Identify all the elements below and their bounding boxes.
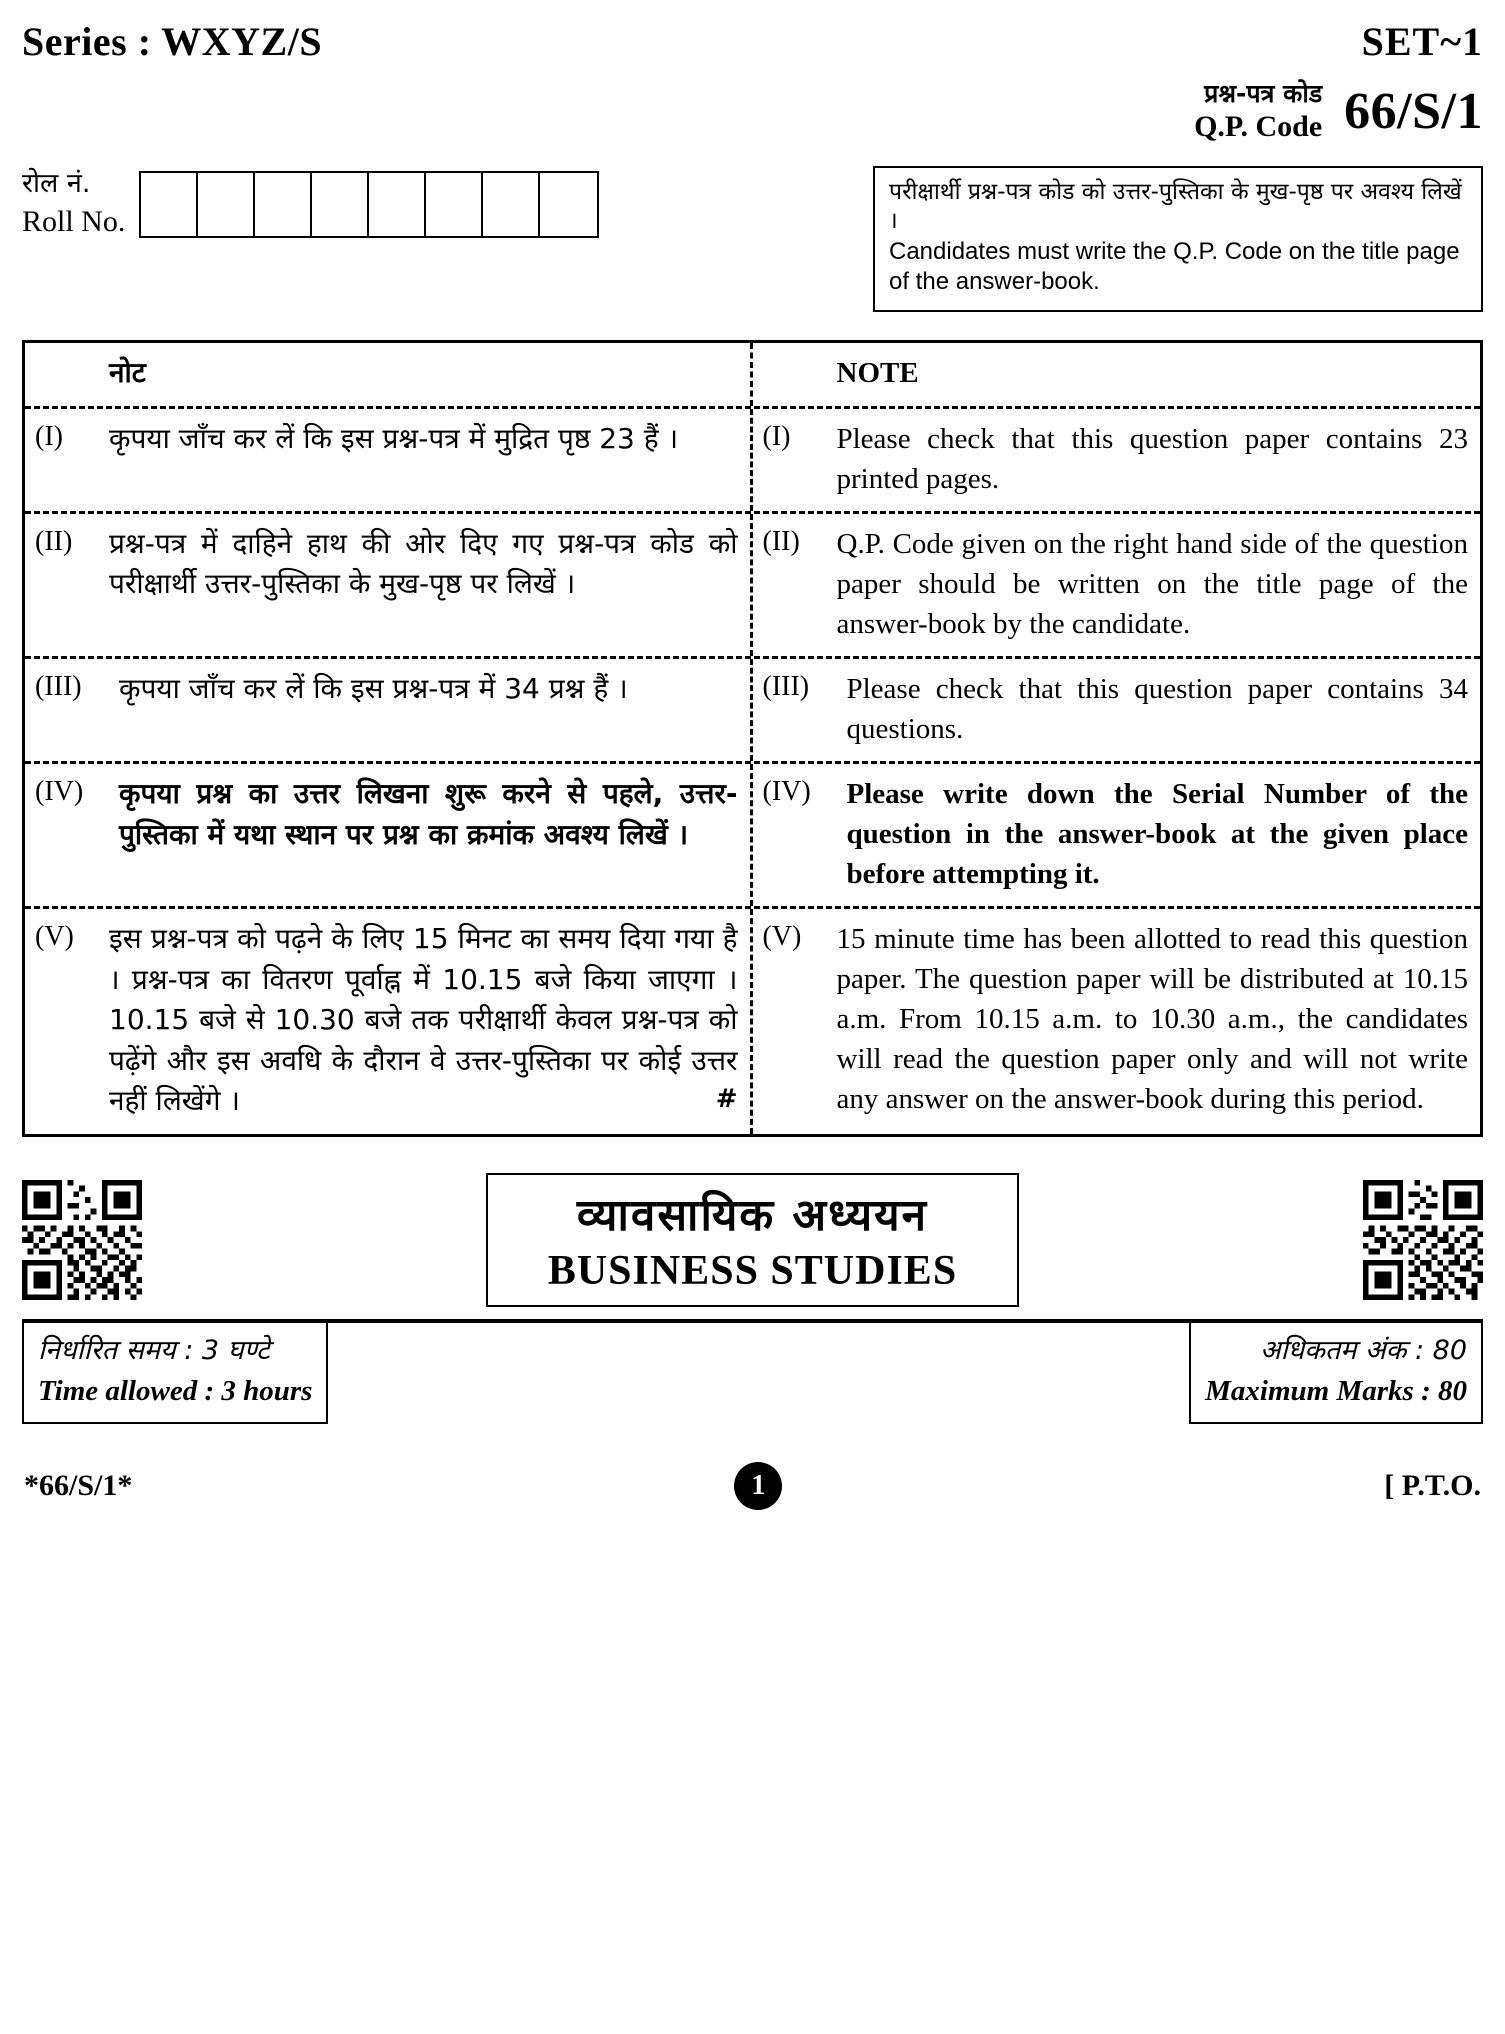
qp-code-label-english: Q.P. Code xyxy=(1194,109,1323,143)
qp-code-block xyxy=(14,65,1491,144)
roll-digit-cell[interactable] xyxy=(426,173,483,236)
note-english-cell xyxy=(753,409,1481,511)
note-row xyxy=(25,409,1480,514)
qp-code-label-hindi: प्रश्न-पत्र कोड xyxy=(1204,79,1323,108)
maximum-marks-box xyxy=(1189,1323,1483,1424)
note-text-english: Please check that this question paper contains 23 printed pages. xyxy=(836,422,1468,495)
candidate-instruction-hindi: परीक्षार्थी प्रश्न-पत्र कोड को उत्तर-पुस्तिका के मुख-पृष्ठ पर अवश्य लिखें । xyxy=(889,178,1462,235)
note-row xyxy=(25,764,1480,909)
note-number-hindi: (V) xyxy=(35,920,74,952)
subject-title-english: BUSINESS STUDIES xyxy=(547,1247,958,1294)
roll-digit-cell[interactable] xyxy=(540,173,597,236)
note-text-hindi: कृपया जाँच कर लें कि इस प्रश्न-पत्र में मुद्रित पृष्ठ 23 हैं । xyxy=(109,421,679,455)
note-text-english: Q.P. Code given on the right hand side of the question paper should be written on the title page of the answer-book by the candidate. xyxy=(836,527,1468,640)
roll-digit-cell[interactable] xyxy=(312,173,369,236)
roll-digit-cell[interactable] xyxy=(141,173,198,236)
note-row xyxy=(25,514,1480,659)
qr-code-right-icon xyxy=(1363,1180,1483,1300)
note-hindi-cell xyxy=(25,659,753,761)
note-number-hindi: (III) xyxy=(35,670,82,702)
maximum-marks-hindi: अधिकतम अंक : 80 xyxy=(1259,1334,1467,1366)
roll-digit-cell[interactable] xyxy=(483,173,540,236)
note-english-cell xyxy=(753,764,1481,906)
qp-code-labels xyxy=(1194,79,1322,144)
candidate-instruction-box xyxy=(873,166,1483,312)
note-number-english: (II) xyxy=(762,525,800,557)
time-allowed-hindi: निर्धारित समय : 3 घण्टे xyxy=(38,1334,270,1366)
roll-digit-cell[interactable] xyxy=(369,173,426,236)
note-english-cell xyxy=(753,514,1481,656)
qp-code-value: 66/S/1 xyxy=(1344,82,1483,140)
roll-number-labels xyxy=(22,166,125,243)
qr-code-left-icon xyxy=(22,1180,142,1300)
note-text-english: Please check that this question paper contains 34 questions. xyxy=(846,672,1468,745)
note-hindi-cell xyxy=(25,909,753,1134)
roll-digit-cell[interactable] xyxy=(198,173,255,236)
note-number-hindi: (IV) xyxy=(35,775,84,807)
maximum-marks-english: Maximum Marks : 80 xyxy=(1205,1375,1467,1408)
note-hindi-cell xyxy=(25,409,753,511)
time-allowed-box xyxy=(22,1323,328,1424)
set-number: SET~1 xyxy=(1361,19,1483,64)
subject-title-band xyxy=(22,1173,1483,1307)
note-header-num-spacer xyxy=(35,353,109,394)
note-row xyxy=(25,909,1480,1134)
page-footer xyxy=(24,1462,1481,1510)
hash-marker: # xyxy=(715,1084,738,1115)
note-number-hindi: (II) xyxy=(35,525,73,557)
footer-paper-code: *66/S/1* xyxy=(24,1469,133,1503)
note-text-hindi-wrap xyxy=(109,919,738,1122)
note-text-english: Please write down the Serial Number of the question in the answer-book at the given place before attempting it. xyxy=(846,777,1468,890)
pto-label: [ P.T.O. xyxy=(1384,1469,1481,1503)
note-table xyxy=(22,340,1483,1137)
roll-number-group xyxy=(22,166,599,243)
note-hindi-cell xyxy=(25,514,753,656)
note-number-hindi: (I) xyxy=(35,420,63,452)
note-number-english: (III) xyxy=(762,670,810,702)
roll-digit-cell[interactable] xyxy=(255,173,312,236)
rollno-and-note-row xyxy=(14,166,1491,312)
note-english-cell xyxy=(753,909,1481,1134)
note-table-header-row xyxy=(25,343,1480,409)
note-header-hindi: नोट xyxy=(109,356,146,390)
note-text-english: 15 minute time has been allotted to read this question paper. The question paper will be distributed at 10.15 a.m. From 10.15 a.m. to 10.30 a.m., the candidates will read the question paper only and will not write any answer on the answer-book during this period. xyxy=(836,922,1468,1116)
note-header-english: NOTE xyxy=(836,357,919,390)
note-text-hindi: कृपया प्रश्न का उत्तर लिखना शुरू करने से पहले, उत्तर-पुस्तिका में यथा स्थान पर प्रश्न का क्रमांक अवश्य लिखें । xyxy=(119,776,738,851)
note-text-hindi: प्रश्न-पत्र में दाहिने हाथ की ओर दिए गए प्रश्न-पत्र कोड को परीक्षार्थी उत्तर-पुस्तिका के मुख-पृष्ठ पर लिखें । xyxy=(109,526,738,601)
roll-label-english: Roll No. xyxy=(22,205,126,239)
note-number-english: (V) xyxy=(762,920,802,952)
roll-label-hindi: रोल नं. xyxy=(22,167,91,199)
time-marks-row xyxy=(22,1323,1483,1424)
note-english-cell xyxy=(753,659,1481,761)
note-text-hindi: कृपया जाँच कर लें कि इस प्रश्न-पत्र में 34 प्रश्न हैं । xyxy=(119,671,628,705)
note-header-num-spacer xyxy=(763,353,837,394)
page-number-badge: 1 xyxy=(734,1462,782,1510)
candidate-instruction-english: Candidates must write the Q.P. Code on the title page of the answer-book. xyxy=(889,237,1460,296)
subject-title-box xyxy=(486,1173,1019,1307)
note-text-hindi: इस प्रश्न-पत्र को पढ़ने के लिए 15 मिनट का समय दिया गया है । प्रश्न-पत्र का वितरण पूर्वाह्न में 10.15 बजे किया जाएगा । 10.15 बजे से 10.30 बजे तक परीक्षार्थी केवल प्रश्न-पत्र को पढ़ेंगे और इस अवधि के दौरान वे उत्तर-पुस्तिका पर कोई उत्तर नहीं लिखेंगे । xyxy=(109,921,738,1118)
roll-number-input-boxes[interactable] xyxy=(139,171,599,238)
note-number-english: (IV) xyxy=(762,775,811,807)
note-number-english: (I) xyxy=(762,420,791,452)
note-row xyxy=(25,659,1480,764)
time-allowed-english: Time allowed : 3 hours xyxy=(38,1375,313,1408)
note-header-hindi-cell xyxy=(25,343,753,406)
subject-title-hindi: व्यावसायिक अध्ययन xyxy=(576,1189,929,1241)
top-header xyxy=(14,0,1491,65)
note-hindi-cell xyxy=(25,764,753,906)
note-header-english-cell xyxy=(753,343,1481,406)
series-label: Series : WXYZ/S xyxy=(22,19,323,64)
